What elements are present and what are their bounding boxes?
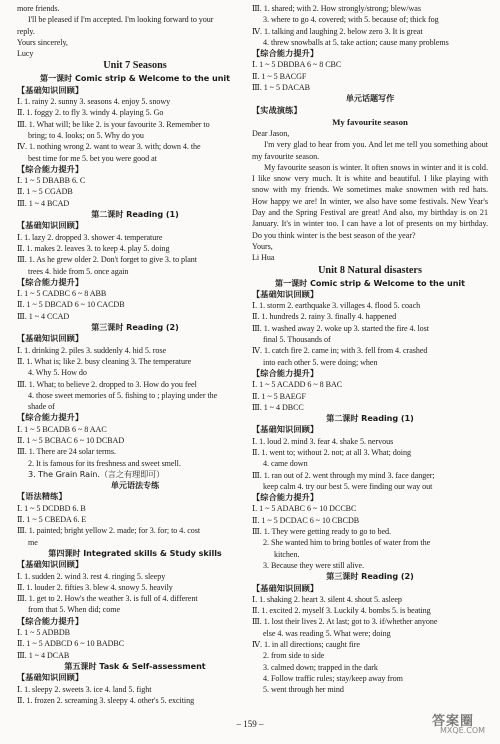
answer-line: 3. calmed down; trapped in the dark: [263, 662, 378, 672]
answer-line: Ⅰ. 1 ~ 5 ADABC 6 ~ 10 DCCBC: [252, 504, 357, 514]
answer-line: Lucy: [17, 49, 34, 59]
answer-line: 4. threw snowballs at 5. take action; cause many problems: [263, 37, 449, 47]
answer-line: Ⅱ. 1 ~ 5 BAEGF: [252, 391, 306, 401]
unit-8-title: Unit 8 Natural disasters: [318, 264, 422, 276]
answer-line: final 5. Thousands of: [263, 335, 331, 345]
answer-line: 3. Because they were still alive.: [263, 560, 365, 570]
answer-line: else 4. was reading 5. What were; doing: [263, 628, 391, 638]
writing-title: My favourite season: [332, 116, 408, 127]
answer-line: bring; to 4. looks; on 5. Why do you: [28, 130, 144, 140]
answer-line: Ⅲ. 1. They were getting ready to go to bed.: [252, 527, 392, 537]
answer-line: Ⅰ. 1 ~ 5 CADBC 6 ~ 8 ABB: [17, 289, 107, 299]
answer-line: Ⅲ. 1. What; to believe 2. dropped to 3. How do you feel: [17, 379, 197, 389]
answer-line: Ⅱ. 1. excited 2. myself 3. Luckily 4. bombs 5. is beating: [252, 606, 431, 616]
model-essay: [252, 128, 488, 264]
section-heading: 【实战演练】: [252, 104, 302, 115]
answer-line: Ⅰ. 1. sleepy 2. sweets 3. ice 4. land 5. fight: [17, 684, 152, 694]
answer-line: Ⅱ. 1. hundreds 2. rainy 3. finally 4. happened: [252, 312, 397, 322]
answer-line: 3. The Grain Rain.（言之有理即可）: [28, 468, 165, 479]
answer-line: Ⅰ. 1. drinking 2. piles 3. suddenly 4. hid 5. rose: [17, 345, 167, 355]
answer-line: Ⅰ. 1 ~ 5 DCDBD 6. B: [17, 503, 86, 513]
answer-line: Ⅲ. 1. As he grew older 2. Don't forget to give 3. to plant: [17, 255, 197, 265]
answer-line: from that 5. When did; come: [28, 605, 121, 615]
unit8-answers: [252, 278, 488, 696]
answer-line: Ⅰ. 1 ~ 5 ADBDB: [17, 628, 70, 638]
section-heading: 【综合能力提升】: [252, 48, 319, 59]
answer-line: Ⅳ. 1. nothing wrong 2. want to wear 3. with; down 4. the: [17, 142, 201, 152]
answer-line: Ⅱ. 1. frozen 2. screaming 3. sleepy 4. other's 5. exciting: [17, 695, 195, 705]
answer-line: Ⅰ. 1. shaking 2. heart 3. silent 4. shout 5. asleep: [252, 594, 402, 604]
answer-line: Ⅰ. 1 ~ 5 BCADB 6 ~ 8 AAC: [17, 424, 107, 434]
answer-line: best time for me 5. bet you were good at: [28, 153, 157, 163]
answer-line: Ⅳ. 1. catch fire 2. came in; with 3. fell from 4. crashed: [252, 346, 428, 356]
answer-line: Ⅱ. 1 ~ 5 BCBAC 6 ~ 10 DCBAD: [17, 435, 125, 445]
essay-signature: Li Hua: [252, 253, 275, 263]
section-heading: 【综合能力提升】: [252, 492, 319, 503]
answer-line: Ⅲ. 1 ~ 4 BCAD: [17, 198, 70, 208]
lesson-heading: 单元话题写作: [345, 93, 395, 104]
answer-line: Ⅰ. 1. storm 2. earthquake 3. villages 4. flood 5. coach: [252, 301, 421, 311]
lesson-heading: 第二课时 Reading (1): [326, 413, 414, 424]
answer-line: more friends.: [17, 4, 60, 13]
answer-line: Ⅳ. 1. talking and laughing 2. below zero 3. It is great: [252, 26, 423, 36]
section-heading: 【基础知识回顾】: [252, 424, 319, 435]
answer-line: 2. It is famous for its freshness and sweet smell.: [28, 458, 181, 468]
answer-line: Ⅲ. 1. What will; be like 2. is your favourite 3. Remember to: [17, 119, 210, 129]
answer-line: Ⅲ. 1. get to 2. How's the weather 3. is full of 4. different: [17, 594, 198, 604]
section-heading: 【综合能力提升】: [252, 367, 319, 378]
answer-line: Ⅲ. 1 ~ 4 CCAD: [17, 311, 70, 321]
lesson-heading: 第三课时 Reading (2): [326, 571, 414, 582]
answer-line: 5. went through her mind: [263, 685, 344, 695]
lesson-heading: 第一课时 Comic strip & Welcome to the unit: [275, 277, 465, 288]
answer-line: Ⅱ. 1. What is; like 2. busy cleaning 3. The temperature: [17, 356, 192, 366]
answer-line: Ⅱ. 1. louder 2. fifties 3. blew 4. snowy 5. heavily: [17, 582, 173, 592]
answer-line: Ⅱ. 1 ~ 5 ADBCD 6 ~ 10 BADBC: [17, 639, 125, 649]
answer-line: 2. from side to side: [263, 651, 325, 661]
unit7-task-answers: [252, 3, 488, 116]
answer-line: Ⅳ. 1. in all directions; caught fire: [252, 640, 360, 650]
answer-line: keep calm 4. try our best 5. were finding our way out: [263, 481, 433, 491]
section-heading: 【语法精练】: [17, 491, 67, 502]
answer-line: I'll be pleased if I'm accepted. I'm looking forward to your: [28, 15, 214, 25]
answer-line: Ⅱ. 1. makes 2. leaves 3. to keep 4. play 5. doing: [17, 243, 170, 253]
section-heading: 【综合能力提升】: [17, 412, 84, 423]
answer-line: Ⅰ. 1 ~ 5 ACADD 6 ~ 8 BAC: [252, 380, 343, 390]
answer-line: reply.: [17, 26, 35, 36]
answer-line: Ⅰ. 1 ~ 5 DBABB 6. C: [17, 176, 86, 186]
section-heading: 【综合能力提升】: [17, 615, 84, 626]
section-heading: 【综合能力提升】: [17, 276, 84, 287]
section-heading: 【基础知识回顾】: [252, 582, 319, 593]
answer-line: into each other 5. were doing; when: [263, 357, 378, 367]
section-heading: 【基础知识回顾】: [252, 288, 319, 299]
answer-line: 4. came down: [263, 459, 308, 469]
essay-closing: Yours,: [252, 241, 273, 251]
lesson-heading: 第四课时 Integrated skills & Study skills: [48, 547, 222, 558]
answer-line: Ⅲ. 1. There are 24 solar terms.: [17, 447, 116, 457]
section-heading: 【基础知识回顾】: [17, 84, 84, 95]
watermark-url: MXQE.COM: [440, 726, 486, 735]
answer-line: trees 4. hide from 5. once again: [28, 266, 129, 276]
answer-line: 3. where to go 4. covered; with 5. because of; thick fog: [263, 15, 439, 25]
answer-line: Ⅲ. 1 ~ 5 DACAB: [252, 83, 311, 93]
answer-line: Ⅰ. 1. lazy 2. dropped 3. shower 4. temperature: [17, 232, 163, 242]
answer-line: Ⅲ. 1. washed away 2. woke up 3. started the fire 4. lost: [252, 323, 429, 333]
answer-line: Yours sincerely,: [17, 37, 68, 47]
answer-line: Ⅱ. 1 ~ 5 DBCAD 6 ~ 10 CACDB: [17, 300, 125, 310]
answer-line: Ⅲ. 1 ~ 4 DCAB: [17, 650, 70, 660]
answer-line: Ⅱ. 1 ~ 5 DCDAC 6 ~ 10 CBCDB: [252, 515, 360, 525]
answer-line: Ⅱ. 1. went to; without 2. not; at all 3. What; doing: [252, 447, 411, 457]
essay-greeting: Dear Jason,: [252, 128, 290, 138]
answer-line: Ⅱ. 1 ~ 5 CGADB: [17, 187, 73, 197]
section-heading: 【基础知识回顾】: [17, 333, 84, 344]
section-heading: 【基础知识回顾】: [17, 559, 84, 570]
answer-line: me: [28, 537, 38, 547]
answer-line: 4. Follow traffic rules; stay/keep away from: [263, 673, 403, 683]
answer-line: Ⅲ. 1 ~ 4 DBCC: [252, 402, 304, 412]
site-watermark-logo: [432, 710, 494, 738]
lesson-heading: 单元语法专练: [110, 480, 160, 491]
answer-line: Ⅰ. 1. loud 2. mind 3. fear 4. shake 5. nervous: [252, 436, 394, 446]
answer-line: Ⅰ. 1 ~ 5 DBDBA 6 ~ 8 CBC: [252, 60, 342, 70]
watermark-text: 答案圈: [432, 714, 475, 729]
answer-line: Ⅱ. 1. foggy 2. to fly 3. windy 4. playing 5. Go: [17, 108, 164, 118]
section-heading: 【基础知识回顾】: [17, 220, 84, 231]
unit-title: Unit 7 Seasons: [103, 60, 167, 72]
answer-line: 4. those sweet memories of 5. fishing to ; playing under the: [28, 390, 218, 400]
answer-line: Ⅲ. 1. ran out of 2. went through my mind 3. face danger;: [252, 470, 435, 480]
answer-line: Ⅲ. 1. lost their lives 2. At last; got to 3. if/whether anyone: [252, 617, 438, 627]
left-column: [17, 3, 253, 706]
answer-line: Ⅱ. 1 ~ 5 CBEDA 6. E: [17, 515, 87, 525]
answer-line: 4. Why 5. How do: [28, 368, 87, 378]
answer-line: kitchen.: [274, 549, 300, 559]
answer-line: Ⅲ. 1. painted; bright yellow 2. made; for 3. for; to 4. cost: [17, 526, 201, 536]
section-heading: 【基础知识回顾】: [17, 672, 84, 683]
answer-line: Ⅰ. 1. sudden 2. wind 3. rest 4. ringing 5. sleepy: [17, 571, 166, 581]
answer-line: Ⅱ. 1 ~ 5 BACGF: [252, 71, 307, 81]
section-heading: 【综合能力提升】: [17, 163, 84, 174]
lesson-heading: 第三课时 Reading (2): [91, 322, 179, 333]
lesson-heading: 第一课时 Comic strip & Welcome to the unit: [40, 73, 230, 84]
page-number: – 159 –: [236, 719, 264, 729]
right-column: [252, 3, 488, 696]
answer-line: 2. She wanted him to bring bottles of water from the: [263, 538, 431, 548]
essay-paragraph: My favourite season is winter. It often snows in winter and it is cold. I like snow very much. It is white and beautiful. I like playing with snow with my friends. We sometimes make snowmen with red hats. How happy we are! In winter, we also have some festivals. New Year's Day and the Spring Festival are great! And also, my birthday is on 21 January. It's in winter too. I can have a lot of presents on my birthday. Do you think winter is the best season of the year?: [252, 162, 488, 240]
answer-line: Ⅲ. 1. shared; with 2. How strongly/strong; blew/was: [252, 4, 421, 13]
essay-paragraph: I'm very glad to hear from you. And let me tell you something about my favourite season.: [252, 140, 488, 161]
lesson-heading: 第五课时 Task & Self-assessment: [64, 660, 206, 671]
answer-line: Ⅰ. 1. rainy 2. sunny 3. seasons 4. enjoy 5. snowy: [17, 97, 171, 107]
lesson-heading: 第二课时 Reading (1): [91, 209, 179, 220]
answer-line: shade of: [28, 402, 55, 412]
